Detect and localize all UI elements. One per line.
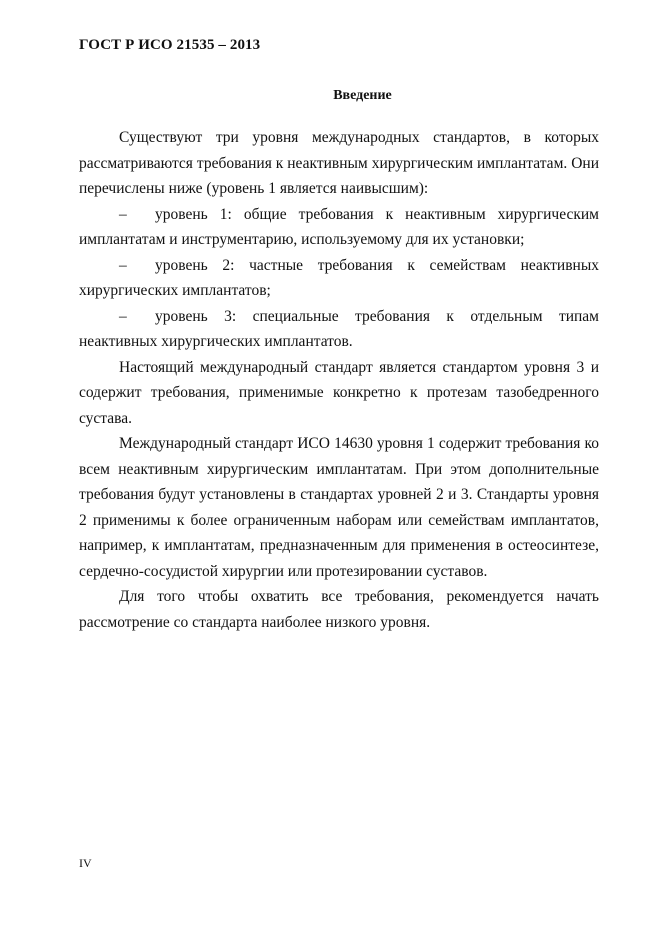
list-item — [79, 202, 599, 253]
section-title: Введение — [333, 88, 392, 103]
iso-14630-paragraph: Международный стандарт ИСО 14630 уровня 1 содержит требования ко всем неактивным хирургическим имплантатам. При этом дополнительные требования будут установлены в стандартах уровней 2 и 3. Стандарты уровня 2 применимы к более ограниченным наборам или семействам имплантатов, например, к имплантатам, предназначенным для применения в остеосинтезе, сердечно-сосудистой хирургии или протезировании суставов. — [79, 435, 599, 580]
list-dash: – — [119, 205, 127, 223]
list-dash: – — [119, 256, 127, 274]
scope-paragraph: Настоящий международный стандарт является стандартом уровня 3 и содержит требования, применимые конкретно к протезам тазобедренного сустава. — [79, 358, 599, 427]
document-body — [79, 125, 599, 635]
list-item-text: уровень 1: общие требования к неактивным хирургическим имплантатам и инструментарию, используемому для их установки; — [79, 205, 599, 248]
recommendation-paragraph: Для того чтобы охватить все требования, рекомендуется начать рассмотрение со стандарта наиболее низкого уровня. — [79, 588, 599, 631]
document-number-header: ГОСТ Р ИСО 21535 – 2013 — [79, 37, 261, 53]
list-item — [79, 304, 599, 355]
list-item-text: уровень 3: специальные требования к отдельным типам неактивных хирургических имплантатов. — [79, 307, 599, 350]
list-item-text: уровень 2: частные требования к семействам неактивных хирургических имплантатов; — [79, 256, 599, 299]
list-item — [79, 253, 599, 304]
list-dash: – — [119, 307, 127, 325]
intro-paragraph: Существуют три уровня международных стандартов, в которых рассматриваются требования к неактивным хирургическим имплантатам. Они перечислены ниже (уровень 1 является наивысшим): — [79, 129, 599, 197]
page-number: IV — [79, 856, 92, 870]
